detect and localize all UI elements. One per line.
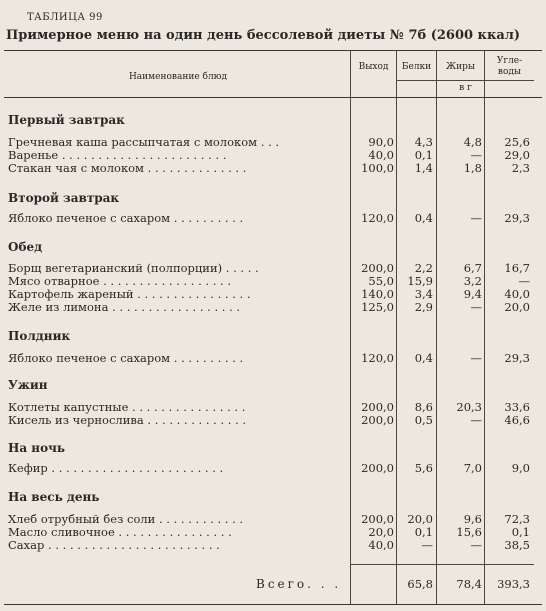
section-title: На ночь — [8, 441, 66, 455]
dish-carbs: 72,3 — [504, 512, 530, 526]
total-label: Всего. . . — [256, 577, 342, 591]
dish-name: Котлеты капустные . . . . . . . . . . . . . . . . — [8, 400, 246, 414]
table-label: ТАБЛИЦА 99 — [27, 12, 103, 23]
dish-fat: 9,6 — [463, 512, 482, 526]
dish-fat: 9,4 — [463, 287, 482, 301]
dish-carbs: 46,6 — [504, 413, 530, 427]
header-rule — [4, 97, 542, 98]
dish-fat: 4,8 — [463, 135, 482, 149]
dish-fat: 6,7 — [463, 261, 482, 275]
total-protein: 65,8 — [407, 577, 433, 591]
total-carbs: 393,3 — [497, 577, 530, 591]
dish-output: 100,0 — [361, 161, 394, 175]
dish-carbs: 25,6 — [504, 135, 530, 149]
header-carbs: Угле- воды — [496, 56, 523, 77]
dish-output: 200,0 — [361, 461, 394, 475]
dish-name: Масло сливочное . . . . . . . . . . . . . . . . — [8, 525, 232, 539]
dish-carbs: 29,0 — [504, 148, 530, 162]
dish-fat: 1,8 — [463, 161, 482, 175]
dish-fat: 7,0 — [463, 461, 482, 475]
dish-protein: 0,4 — [414, 351, 433, 365]
dish-protein: 0,4 — [414, 211, 433, 225]
header-output: Выход — [358, 62, 389, 72]
dish-fat: 20,3 — [456, 400, 482, 414]
dish-protein: 2,2 — [414, 261, 433, 275]
dish-fat: — — [470, 300, 482, 314]
dish-name: Яблоко печеное с сахаром . . . . . . . . . . — [8, 211, 244, 225]
dish-output: 200,0 — [361, 413, 394, 427]
dish-protein: 3,4 — [414, 287, 433, 301]
dish-protein: 20,0 — [407, 512, 433, 526]
dish-fat: — — [470, 351, 482, 365]
bottom-rule — [4, 604, 542, 605]
dish-output: 40,0 — [368, 538, 394, 552]
dish-output: 200,0 — [361, 400, 394, 414]
dish-protein: 4,3 — [414, 135, 433, 149]
dish-carbs: 29,3 — [504, 211, 530, 225]
section-title: Первый завтрак — [8, 113, 125, 127]
dish-carbs: 20,0 — [504, 300, 530, 314]
dish-fat: — — [470, 148, 482, 162]
dish-carbs: 40,0 — [504, 287, 530, 301]
dish-output: 125,0 — [361, 300, 394, 314]
dish-carbs: 33,6 — [504, 400, 530, 414]
top-rule — [4, 50, 542, 51]
dish-name: Варенье . . . . . . . . . . . . . . . . . . . . . . . — [8, 148, 227, 162]
dish-name: Хлеб отрубный без соли . . . . . . . . . . . . — [8, 512, 244, 526]
dish-protein: 0,1 — [414, 148, 433, 162]
dish-carbs: 2,3 — [511, 161, 530, 175]
dish-output: 40,0 — [368, 148, 394, 162]
header-unit: в г — [459, 83, 472, 93]
dish-carbs: 38,5 — [504, 538, 530, 552]
dish-fat: — — [470, 538, 482, 552]
dish-protein: — — [421, 538, 433, 552]
dish-fat: — — [470, 211, 482, 225]
dish-name: Стакан чая с молоком . . . . . . . . . . . . . . — [8, 161, 247, 175]
header-name: Наименование блюд — [128, 72, 228, 82]
section-title: Обед — [8, 240, 43, 254]
dish-name: Борщ вегетарианский (полпорции) . . . . . — [8, 261, 259, 275]
dish-carbs: 29,3 — [504, 351, 530, 365]
dish-protein: 0,5 — [414, 413, 433, 427]
header-protein: Белки — [401, 62, 432, 72]
section-title: На весь день — [8, 490, 100, 504]
dish-name: Мясо отварное . . . . . . . . . . . . . . . . . . — [8, 274, 232, 288]
dish-fat: 3,2 — [463, 274, 482, 288]
dish-carbs: — — [518, 274, 530, 288]
dish-protein: 1,4 — [414, 161, 433, 175]
dish-output: 200,0 — [361, 261, 394, 275]
section-title: Второй завтрак — [8, 191, 120, 205]
dish-fat: 15,6 — [456, 525, 482, 539]
dish-name: Яблоко печеное с сахаром . . . . . . . . . . — [8, 351, 244, 365]
table-title: Примерное меню на один день бессолевой диеты № 7б (2600 ккал) — [6, 28, 521, 43]
dish-name: Желе из лимона . . . . . . . . . . . . . . . . . . — [8, 300, 241, 314]
section-title: Ужин — [8, 378, 48, 392]
dish-name: Кисель из чернослива . . . . . . . . . . . . . . — [8, 413, 247, 427]
dish-output: 120,0 — [361, 211, 394, 225]
dish-carbs: 9,0 — [511, 461, 530, 475]
dish-protein: 15,9 — [407, 274, 433, 288]
dish-output: 140,0 — [361, 287, 394, 301]
dish-name: Сахар . . . . . . . . . . . . . . . . . . . . . . . . — [8, 538, 220, 552]
dish-protein: 8,6 — [414, 400, 433, 414]
dish-name: Картофель жареный . . . . . . . . . . . . . . . . — [8, 287, 251, 301]
total-fat: 78,4 — [456, 577, 482, 591]
dish-name: Гречневая каша рассыпчатая с молоком . . . — [8, 135, 280, 149]
header-fat: Жиры — [445, 62, 476, 72]
dish-output: 20,0 — [368, 525, 394, 539]
dish-output: 120,0 — [361, 351, 394, 365]
dish-carbs: 0,1 — [511, 525, 530, 539]
dish-protein: 5,6 — [414, 461, 433, 475]
dish-output: 90,0 — [368, 135, 394, 149]
dish-output: 55,0 — [368, 274, 394, 288]
dish-protein: 2,9 — [414, 300, 433, 314]
dish-output: 200,0 — [361, 512, 394, 526]
dish-carbs: 16,7 — [504, 261, 530, 275]
dish-protein: 0,1 — [414, 525, 433, 539]
dish-fat: — — [470, 413, 482, 427]
dish-name: Кефир . . . . . . . . . . . . . . . . . . . . . . . . — [8, 461, 224, 475]
section-title: Полдник — [8, 329, 71, 343]
